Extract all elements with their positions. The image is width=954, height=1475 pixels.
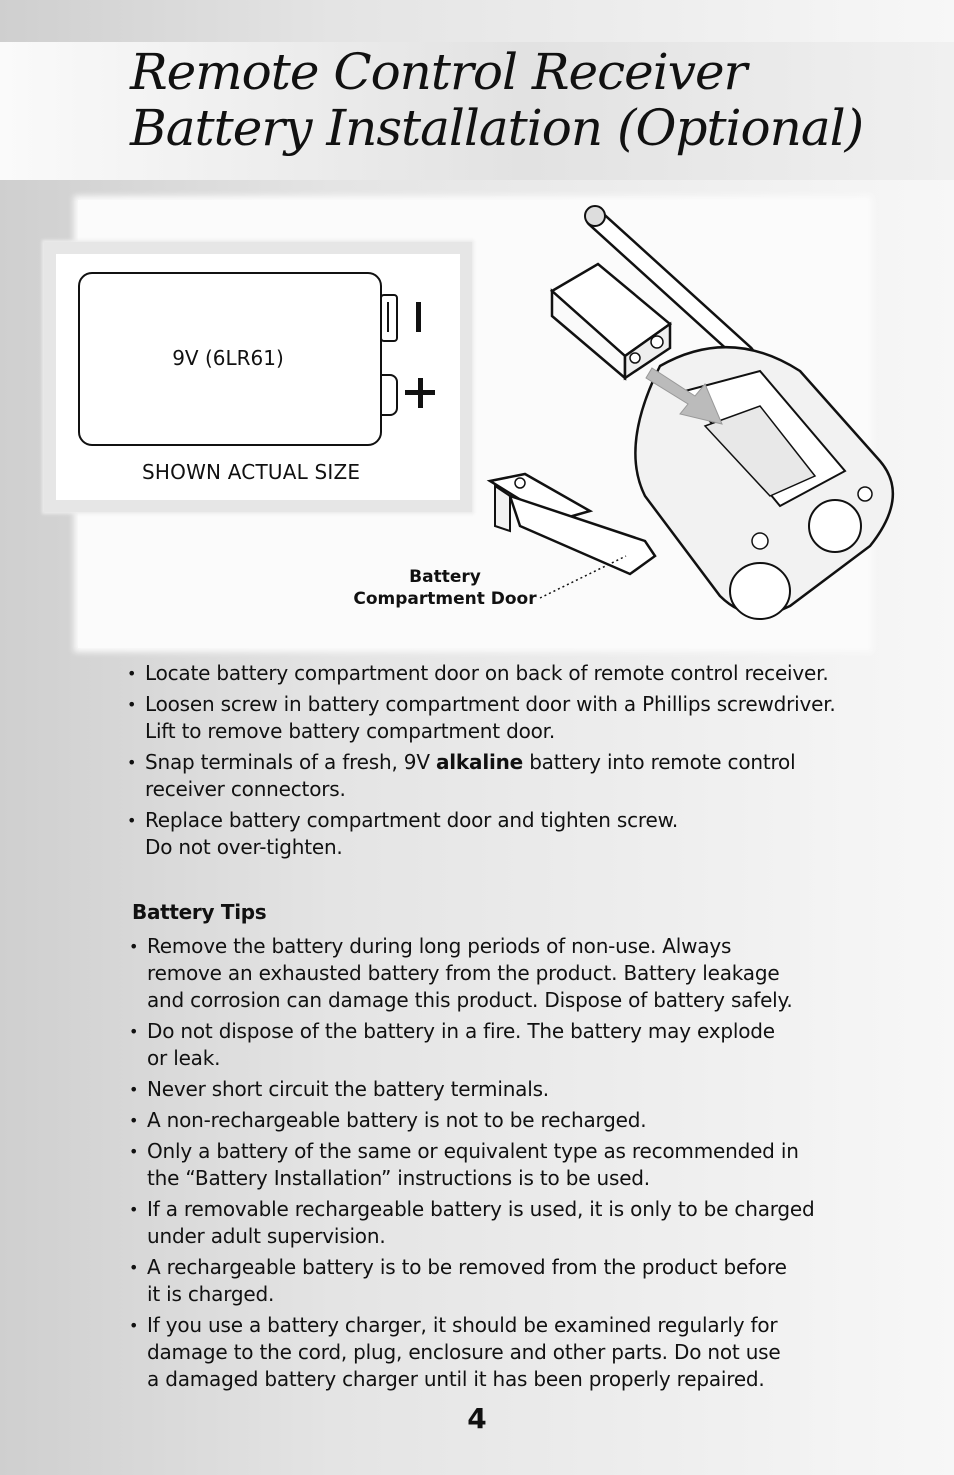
tip-line: A non-rechargeable battery is not to be recharged. <box>147 1108 647 1132</box>
minus-sign-icon <box>416 302 421 332</box>
step-text-line-2: receiver connectors. <box>145 777 346 801</box>
tip-line: damage to the cord, plug, enclosure and other parts. Do not use <box>147 1340 781 1364</box>
callout-leader-line <box>536 550 636 610</box>
tip-line: or leak. <box>147 1046 221 1070</box>
tip-line: remove an exhausted battery from the product. Battery leakage <box>147 961 780 985</box>
list-item <box>127 691 887 745</box>
list-item <box>129 933 869 1014</box>
list-item <box>129 1018 869 1072</box>
list-item <box>129 1196 869 1250</box>
step-text-line-2: Do not over-tighten. <box>145 835 343 859</box>
list-item <box>129 1076 869 1103</box>
list-item <box>127 749 887 803</box>
tip-line: A rechargeable battery is to be removed from the product before <box>147 1255 787 1279</box>
alkaline-emphasis: alkaline <box>435 750 524 774</box>
door-callout-line-2: Compartment Door <box>353 589 537 609</box>
tip-line: Only a battery of the same or equivalent type as recommended in <box>147 1139 799 1163</box>
tip-line: Never short circuit the battery terminals. <box>147 1077 549 1101</box>
step-text: Snap terminals of a fresh, 9V <box>145 750 436 774</box>
list-item <box>129 1138 869 1192</box>
step-text-line-2: Lift to remove battery compartment door. <box>145 719 555 743</box>
list-item <box>129 1312 869 1393</box>
title-line-2: Battery Installation (Optional) <box>130 99 864 157</box>
step-text-cont: battery into remote control <box>523 750 796 774</box>
plus-sign-icon-vertical <box>418 378 423 408</box>
list-item <box>129 1254 869 1308</box>
list-item <box>127 660 887 687</box>
battery-tips-heading: Battery Tips <box>132 900 267 924</box>
battery-tips-list <box>129 933 869 1397</box>
tip-line: and corrosion can damage this product. Dispose of battery safely. <box>147 988 793 1012</box>
list-item <box>127 807 887 861</box>
door-callout-line-1: Battery <box>409 567 481 587</box>
tip-line: Do not dispose of the battery in a fire. The battery may explode <box>147 1019 775 1043</box>
actual-size-note: SHOWN ACTUAL SIZE <box>142 460 361 484</box>
tip-line: it is charged. <box>147 1282 275 1306</box>
installation-steps <box>127 660 887 865</box>
step-text: Locate battery compartment door on back of remote control receiver. <box>145 661 829 685</box>
tip-line: Remove the battery during long periods of non-use. Always <box>147 934 732 958</box>
tip-line: the “Battery Installation” instructions is to be used. <box>147 1166 650 1190</box>
door-callout-label <box>340 566 550 610</box>
tip-line: If you use a battery charger, it should be examined regularly for <box>147 1313 778 1337</box>
page-title <box>130 44 863 156</box>
tip-line: under adult supervision. <box>147 1224 386 1248</box>
step-text: Replace battery compartment door and tighten screw. <box>145 808 679 832</box>
negative-terminal <box>380 294 398 342</box>
positive-terminal <box>380 374 398 416</box>
battery-type-label: 9V (6LR61) <box>172 346 284 370</box>
page-number: 4 <box>467 1402 487 1435</box>
title-line-1: Remote Control Receiver <box>130 43 747 101</box>
tip-line: If a removable rechargeable battery is used, it is only to be charged <box>147 1197 815 1221</box>
list-item <box>129 1107 869 1134</box>
step-text: Loosen screw in battery compartment door with a Phillips screwdriver. <box>145 692 836 716</box>
tip-line: a damaged battery charger until it has been properly repaired. <box>147 1367 765 1391</box>
